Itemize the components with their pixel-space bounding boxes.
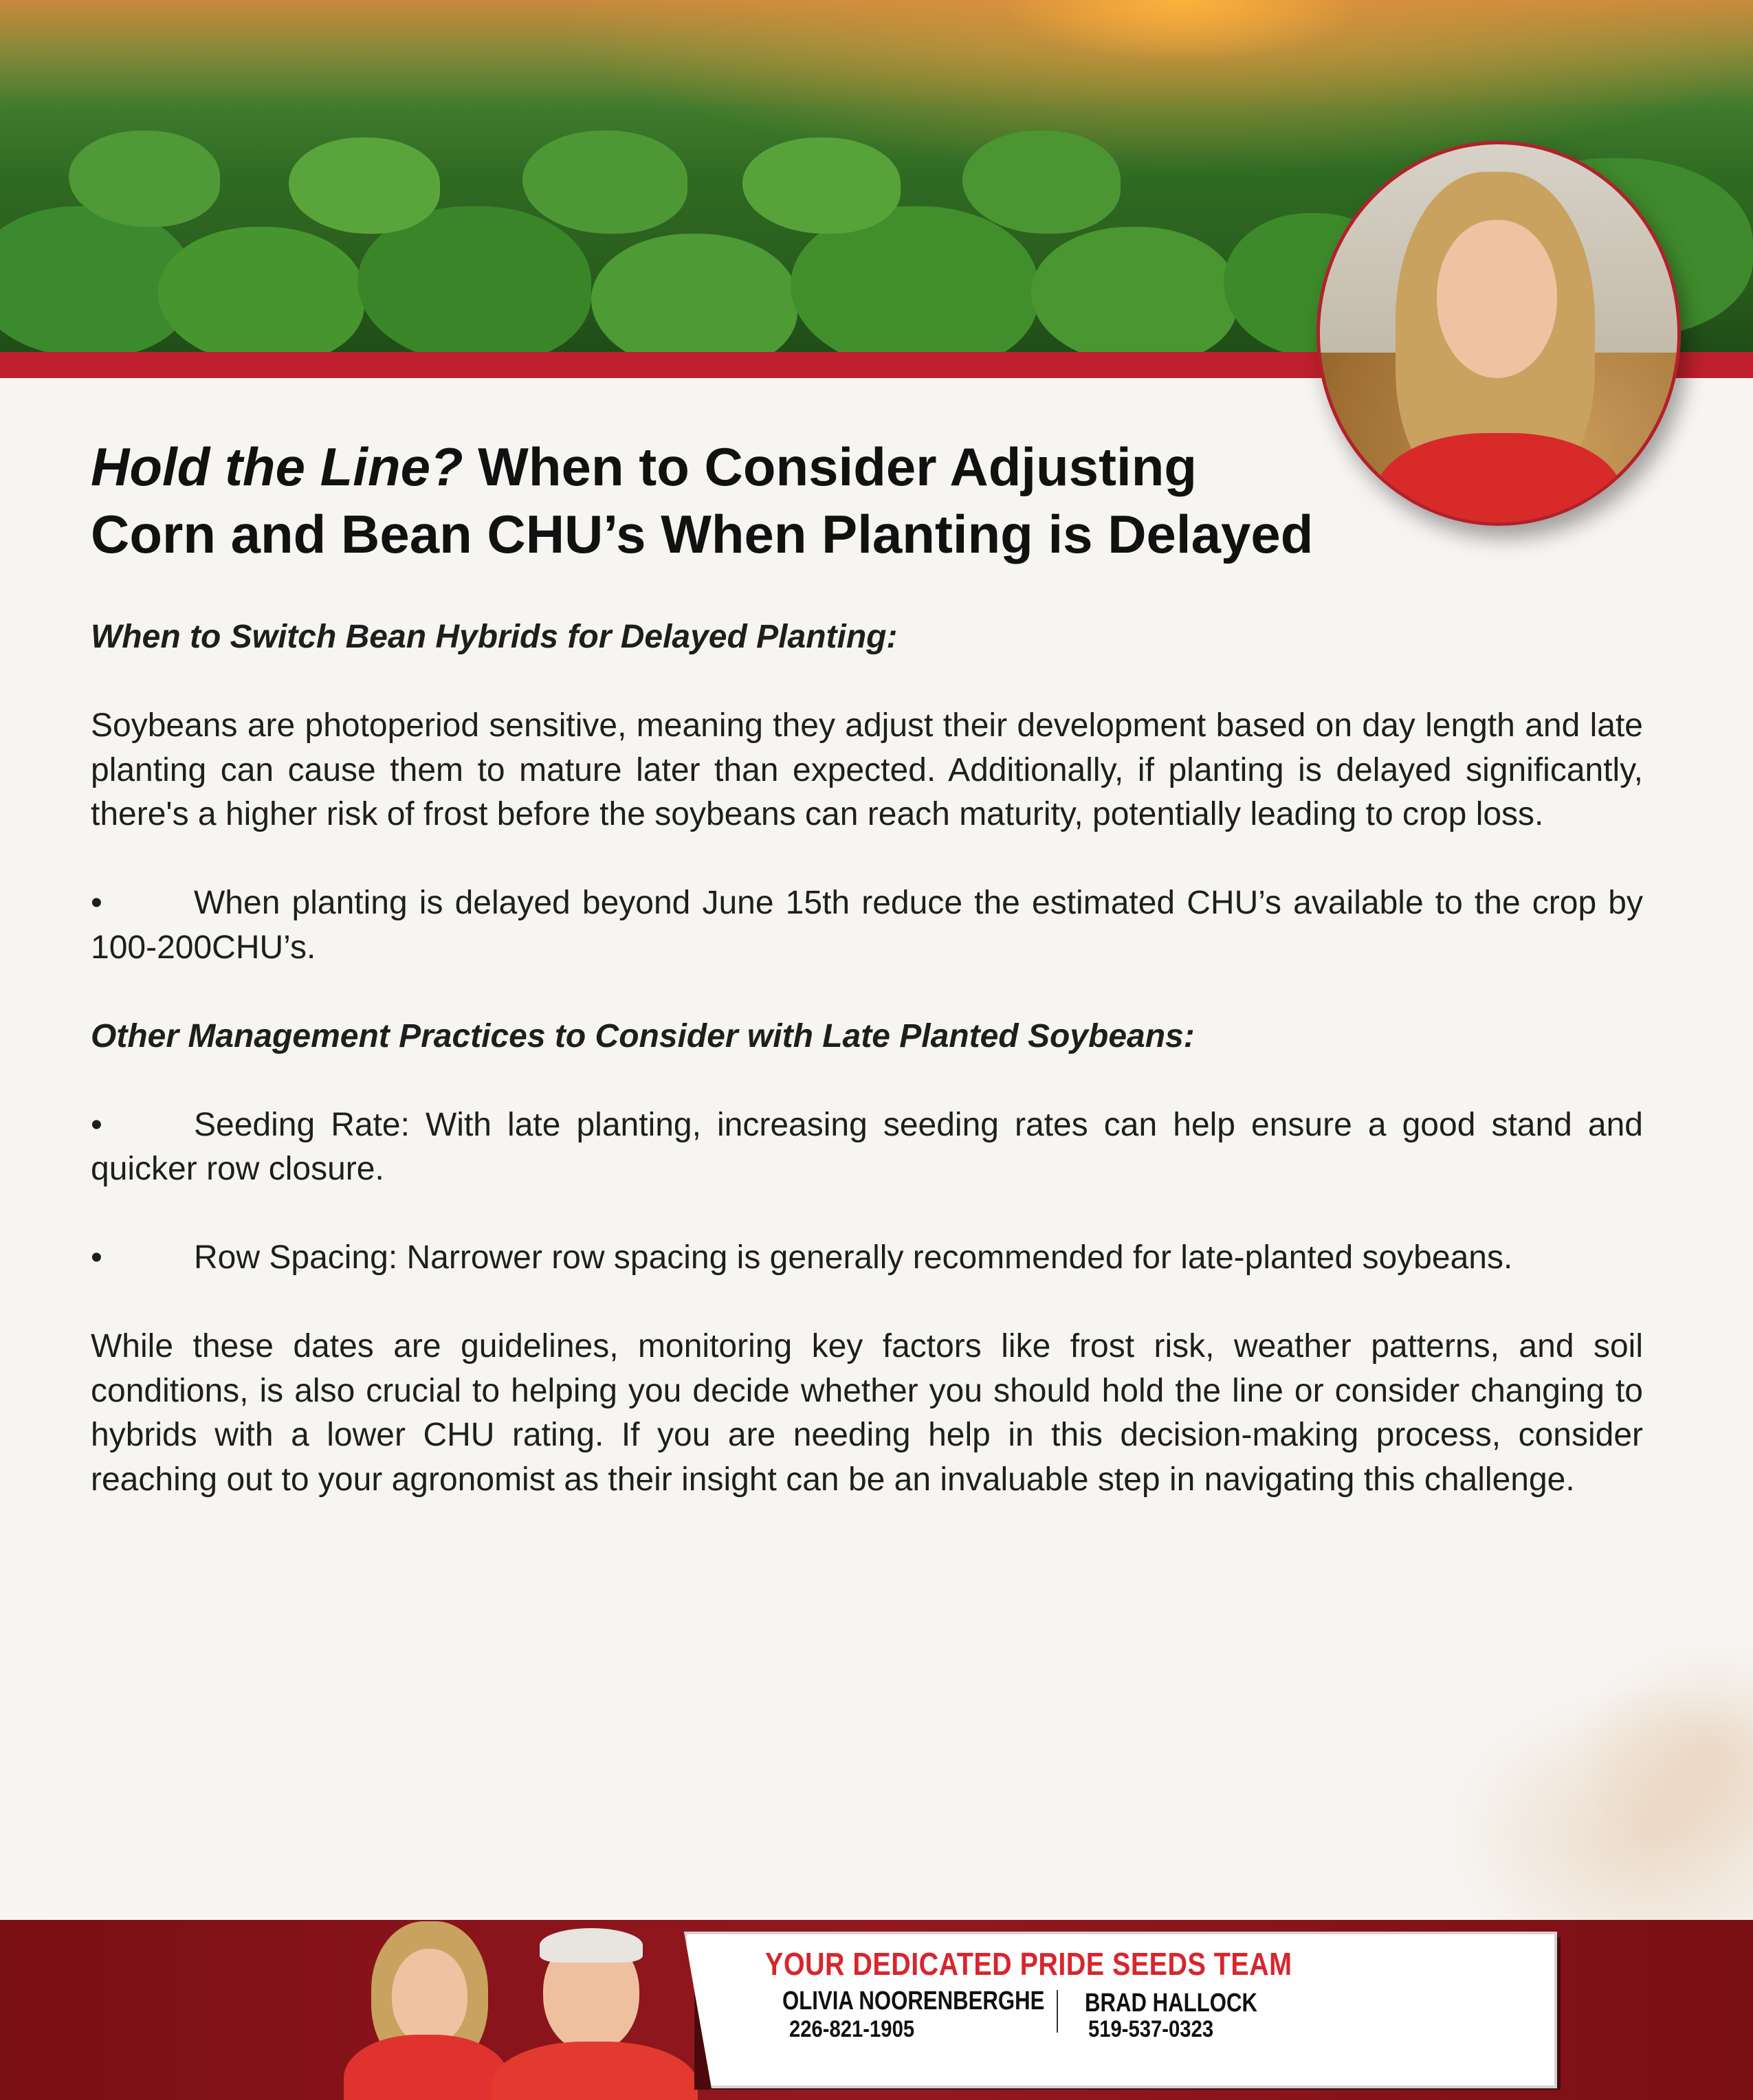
leaf-shape [591, 234, 797, 371]
author-portrait [1316, 141, 1681, 526]
contact-name: BRAD HALLOCK [1085, 1989, 1257, 2018]
section-heading: When to Switch Bean Hybrids for Delayed Planting: [91, 619, 898, 655]
bullet-icon: • [91, 1239, 102, 1276]
leaf-shape [962, 131, 1121, 234]
bullet-text: Row Spacing: Narrower row spacing is generally recommended for late-planted soybeans. [194, 1239, 1513, 1276]
contact-name: OLIVIA NOORENBERGHE [782, 1987, 1045, 2015]
contact-phone: 519-537-0323 [1088, 2016, 1214, 2042]
corn-watermark [1341, 1636, 1753, 1920]
leaf-shape [158, 227, 364, 364]
team-title: YOUR DEDICATED PRIDE SEEDS TEAM [765, 1946, 1292, 1982]
section-heading: Other Management Practices to Consider with Late Planted Soybeans: [91, 1017, 1195, 1054]
bullet-text: When planting is delayed beyond June 15th reduce the estimated CHU’s available to the crop by 100-200CHU’s. [91, 885, 1643, 966]
leaf-shape [1031, 227, 1237, 364]
leaf-shape [522, 131, 687, 234]
title-rest: When to Consider Adjusting [463, 436, 1197, 497]
bullet-text: Seeding Rate: With late planting, increasing seeding rates can help ensure a good stand and quicker row closure. [91, 1106, 1643, 1187]
leaf-shape [742, 137, 901, 234]
bullet-item [91, 881, 1643, 970]
team-photo [330, 1921, 715, 2100]
bullet-item [91, 1236, 1643, 1281]
leaf-shape [289, 137, 440, 234]
contact-divider [1057, 1990, 1058, 2033]
bullet-icon: • [91, 1106, 102, 1143]
article-body [91, 615, 1643, 1547]
title-italic: Hold the Line? [91, 436, 463, 497]
title-line2: Corn and Bean CHU’s When Planting is Delayed [91, 504, 1314, 564]
paragraph: Soybeans are photoperiod sensitive, meaning they adjust their development based on day length and late planting can cause them to mature later than expected. Additionally, if planting is delayed significantly, there's a higher risk of frost before the soybeans can reach maturity, potentially leading to crop loss. [91, 707, 1643, 832]
article-title [91, 433, 1314, 568]
bullet-item [91, 1103, 1643, 1192]
paragraph: While these dates are guidelines, monitoring key factors like frost risk, weather patterns, and soil conditions, is also crucial to helping you decide whether you should hold the line or consider changing to hybrids with a lower CHU rating. If you are needing help in this decision-making process, consider reaching out to your agronomist as their insight can be an invaluable step in navigating this challenge. [91, 1328, 1643, 1498]
contact-phone: 226-821-1905 [789, 2016, 915, 2042]
bullet-icon: • [91, 885, 102, 921]
